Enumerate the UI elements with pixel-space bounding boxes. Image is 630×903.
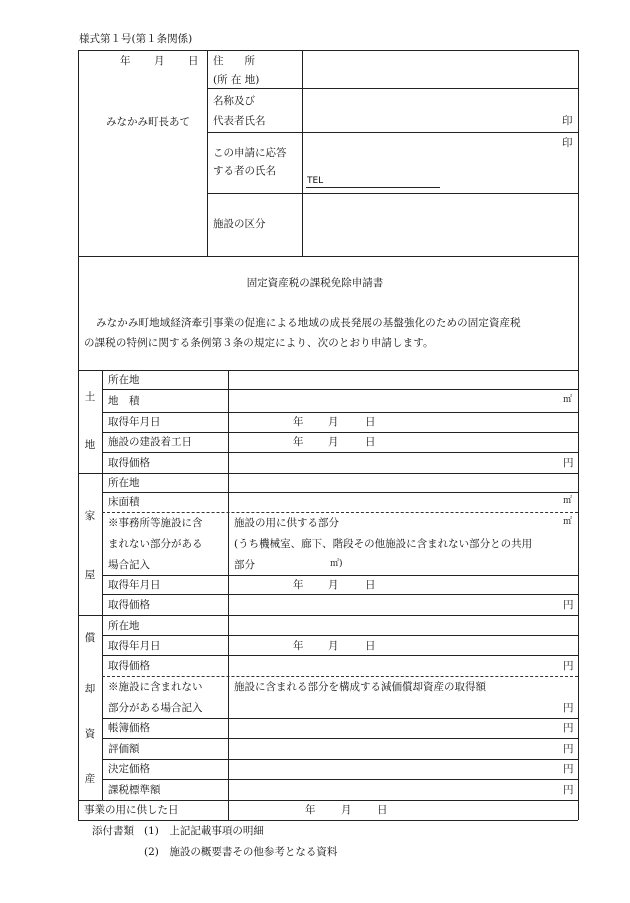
- floor-area-field[interactable]: [230, 494, 560, 511]
- decided-value-field[interactable]: [230, 761, 560, 778]
- date-year-label: 年: [293, 416, 304, 428]
- floor-area-label: 床面積: [108, 496, 140, 508]
- date-month-label: 月: [328, 416, 339, 428]
- unit-sqm: ㎡: [563, 395, 573, 405]
- land-price-field[interactable]: [230, 454, 560, 472]
- statement-line-1: みなかみ町地域経済牽引事業の促進による地域の成長発展の基盤強化のための固定資産税: [96, 317, 521, 329]
- land-area-label: 地 積: [108, 395, 140, 407]
- construction-start-label: 施設の建設着工日: [108, 436, 192, 448]
- business-date-field[interactable]: [230, 802, 576, 819]
- frame-bottom-line: [78, 820, 578, 821]
- shared-part-field[interactable]: [262, 556, 328, 572]
- book-value-label: 帳簿価格: [108, 722, 150, 734]
- depreciable-location-field[interactable]: [230, 617, 576, 634]
- unit-yen: 円: [563, 722, 574, 734]
- date-day-label: 日: [365, 640, 376, 652]
- land-section-label: 土: [84, 391, 96, 403]
- shared-part-unit: ㎡): [330, 559, 343, 569]
- assessed-value-field[interactable]: [230, 740, 560, 758]
- shared-part-line-2: 部分: [234, 559, 255, 571]
- respondent-label-2: する者の氏名: [213, 165, 276, 177]
- tax-base-label: 課税標準額: [108, 784, 161, 796]
- attachments-label: 添付書類: [92, 825, 134, 837]
- unit-yen: 円: [563, 702, 574, 714]
- land-area-field[interactable]: [230, 391, 560, 411]
- included-assets-label: 施設に含まれる部分を構成する減価償却資産の取得額: [234, 681, 486, 693]
- facility-part-label: 施設の用に供する部分: [234, 517, 339, 529]
- form-number: 様式第１号(第１条関係): [79, 33, 193, 45]
- seal-mark: 印: [562, 115, 573, 127]
- date-month-label: 月: [154, 55, 165, 67]
- assessed-value-label: 評価額: [108, 743, 140, 755]
- construction-start-field[interactable]: [230, 434, 576, 451]
- tel-field[interactable]: [326, 174, 438, 187]
- shared-part-line-1: (うち機械室、廊下、階段その他施設に含まれない部分との共用: [234, 538, 533, 550]
- depreciable-price-label: 取得価格: [108, 660, 150, 672]
- unit-sqm: ㎡: [563, 496, 573, 506]
- name-label-1: 名称及び: [213, 95, 255, 107]
- house-acquired-date-label: 取得年月日: [108, 579, 161, 591]
- unit-sqm: ㎡: [563, 517, 573, 527]
- land-price-label: 取得価格: [108, 457, 150, 469]
- land-location-field[interactable]: [230, 371, 576, 388]
- form-title: 固定資産税の課税免除申請書: [246, 277, 384, 289]
- depreciable-note-line-1: ※施設に含まれない: [108, 681, 203, 693]
- land-acquired-date-field[interactable]: [230, 414, 576, 431]
- house-price-label: 取得価格: [108, 599, 150, 611]
- date-month-label: 月: [328, 640, 339, 652]
- unit-yen: 円: [563, 784, 574, 796]
- depreciable-price-field[interactable]: [230, 657, 560, 675]
- respondent-label-1: この申請に応答: [213, 147, 287, 159]
- included-assets-field[interactable]: [230, 697, 560, 716]
- unit-yen: 円: [563, 660, 574, 672]
- address-field[interactable]: [304, 52, 576, 86]
- depreciable-acquired-date-label: 取得年月日: [108, 640, 161, 652]
- address-label: 住 所: [213, 55, 255, 67]
- tel-label: TEL: [307, 176, 324, 186]
- house-section-label: 家: [84, 510, 96, 522]
- house-note-line-1: ※事務所等施設に含: [108, 517, 203, 529]
- decided-value-label: 決定価格: [108, 763, 150, 775]
- book-value-field[interactable]: [230, 720, 560, 737]
- business-date-label: 事業の用に供した日: [84, 804, 179, 816]
- house-acquired-date-field[interactable]: [230, 577, 576, 593]
- depreciable-note-line-2: 部分がある場合記入: [108, 702, 203, 714]
- facility-class-field[interactable]: [304, 195, 576, 255]
- frame-right-line: [578, 50, 579, 820]
- frame-top-line: [78, 50, 578, 51]
- date-day-label: 日: [365, 579, 376, 591]
- date-year-label: 年: [293, 436, 304, 448]
- depreciable-section-label: 却: [84, 683, 96, 695]
- name-label-2: 代表者氏名: [213, 115, 266, 127]
- date-month-label: 月: [328, 436, 339, 448]
- house-note-line-2: まれない部分がある: [108, 538, 203, 550]
- house-location-field[interactable]: [230, 474, 576, 491]
- frame-left-line: [78, 50, 79, 820]
- statement-line-2: の課税の特例に関する条例第３条の規定により、次のとおり申請します。: [84, 337, 434, 349]
- date-month-label: 月: [341, 804, 352, 816]
- house-location-label: 所在地: [108, 477, 140, 489]
- date-year-label: 年: [293, 579, 304, 591]
- land-acquired-date-label: 取得年月日: [108, 416, 161, 428]
- depreciable-acquired-date-field[interactable]: [230, 637, 576, 654]
- respondent-name-field[interactable]: [304, 134, 554, 170]
- attachment-item: (1) 上記記載事項の明細: [144, 825, 264, 837]
- date-day-label: 日: [377, 804, 388, 816]
- depreciable-section-label: 産: [84, 773, 96, 785]
- house-price-field[interactable]: [230, 596, 560, 614]
- date-day-label: 日: [188, 55, 199, 67]
- attachment-item: (2) 施設の概要書その他参考となる資料: [144, 846, 338, 858]
- date-month-label: 月: [328, 579, 339, 591]
- unit-yen: 円: [563, 743, 574, 755]
- date-day-label: 日: [365, 436, 376, 448]
- tax-base-field[interactable]: [230, 781, 560, 799]
- house-section-label: 屋: [84, 569, 96, 581]
- date-day-label: 日: [365, 416, 376, 428]
- unit-yen: 円: [563, 457, 574, 469]
- tel-underline: [306, 187, 440, 188]
- location-label: (所 在 地): [213, 74, 260, 86]
- representative-name-field[interactable]: [304, 90, 554, 130]
- depreciable-location-label: 所在地: [108, 620, 140, 632]
- land-location-label: 所在地: [108, 374, 140, 386]
- depreciable-section-label: 償: [84, 632, 96, 644]
- date-year-label: 年: [293, 640, 304, 652]
- facility-part-field[interactable]: [360, 514, 560, 530]
- facility-class-label: 施設の区分: [213, 218, 266, 230]
- unit-yen: 円: [563, 763, 574, 775]
- depreciable-section-label: 資: [84, 728, 96, 740]
- seal-mark: 印: [562, 137, 573, 149]
- date-year-label: 年: [305, 804, 316, 816]
- unit-yen: 円: [563, 599, 574, 611]
- house-note-line-3: 場合記入: [108, 559, 150, 571]
- addressee: みなかみ町長あて: [106, 116, 190, 128]
- land-section-label: 地: [84, 439, 96, 451]
- date-year-label: 年: [120, 55, 131, 67]
